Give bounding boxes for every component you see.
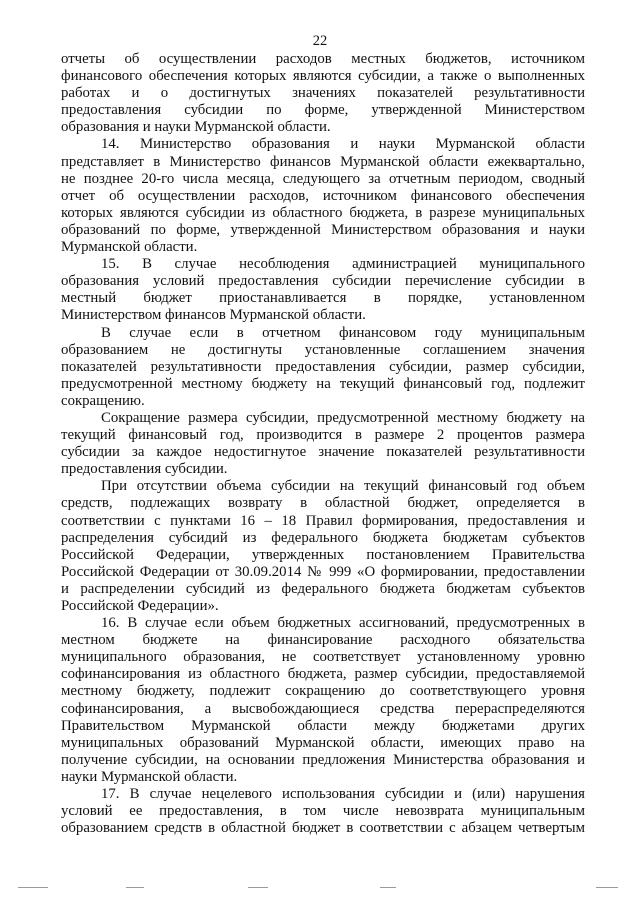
text-line: местному бюджету, подлежит сокращению до соответствующего уровня bbox=[61, 683, 585, 700]
text-line: местном бюджете на финансирование расходного обязательства bbox=[61, 632, 585, 649]
text-line: предоставления субсидии. bbox=[61, 461, 228, 478]
text-line: которых являются субсидии из областного бюджета, в разрезе муниципальных bbox=[61, 204, 585, 221]
scan-mark bbox=[18, 887, 48, 888]
text-line: Российской Федерации». bbox=[61, 598, 219, 614]
text-line: Правительством Мурманской области между бюджетами других bbox=[61, 717, 585, 734]
text-line: субсидии за каждое недостигнутое значение показателей результативности bbox=[61, 444, 585, 461]
text-line: При отсутствии объема субсидии на текущий финансовый год объем bbox=[101, 478, 585, 495]
text-line: муниципального образования, не соответствует установленному уровню bbox=[61, 649, 585, 666]
text-line: 15. В случае несоблюдения администрацией муниципального bbox=[101, 256, 585, 273]
text-line: средств, подлежащих возврату в областной бюджет, определяется в bbox=[61, 495, 585, 512]
scan-mark bbox=[380, 887, 396, 888]
text-line: 16. В случае если объем бюджетных ассигнований, предусмотренных в bbox=[101, 615, 585, 632]
footer-scan-marks bbox=[0, 887, 640, 891]
text-line: науки Мурманской области. bbox=[61, 768, 238, 785]
text-line: текущий финансовый год, производится в размере 2 процентов размера bbox=[61, 427, 585, 444]
text-line: отчет об осуществлении расходов, источником финансового обеспечения bbox=[61, 187, 585, 204]
text-line: Российской Федерации от 30.09.2014 № 999 «О формировании, предоставлении bbox=[61, 563, 585, 580]
text-line: показателей результативности предоставления субсидии, размер субсидии, bbox=[61, 358, 585, 375]
text-line: софинансирования, а высвобождающиеся средства перераспределяются bbox=[61, 700, 585, 717]
text-line: предусмотренной местному бюджету на текущий финансовый год, подлежит bbox=[61, 375, 585, 392]
text-line: соответствии с пунктами 16 – 18 Правил формирования, предоставления и bbox=[61, 512, 585, 529]
text-line: Сокращение размера субсидии, предусмотренной местному бюджету на bbox=[101, 409, 585, 426]
page-number: 22 bbox=[312, 33, 328, 49]
text-line: условий ее предоставления, в том числе невозврата муниципальным bbox=[61, 803, 585, 820]
text-line: и распределении субсидий из федерального бюджета бюджетам субъектов bbox=[61, 580, 585, 597]
text-line: отчеты об осуществлении расходов местных бюджетов, источником bbox=[61, 51, 585, 67]
text-line: местный бюджет приостанавливается в порядке, установленном bbox=[61, 290, 585, 307]
text-line: образованием не достигнуты установленные соглашением значения bbox=[61, 341, 585, 358]
text-line: В случае если в отчетном финансовом году муниципальным bbox=[101, 324, 585, 341]
text-line: не позднее 20-го числа месяца, следующего за отчетным периодом, сводный bbox=[61, 170, 585, 187]
text-line: образований по форме, утвержденной Министерством образования и науки bbox=[61, 221, 585, 238]
text-line: финансового обеспечения которых являются субсидии, а также о выполненных bbox=[61, 68, 585, 85]
text-line: Мурманской области. bbox=[61, 239, 198, 256]
document-body bbox=[61, 51, 585, 837]
text-line: получение субсидии, на основании предложения Министерства образования и bbox=[61, 751, 585, 768]
scan-mark bbox=[248, 887, 268, 888]
text-line: 14. Министерство образования и науки Мурманской области bbox=[101, 136, 585, 153]
text-line: сокращению. bbox=[61, 392, 145, 409]
text-line: работах и о достигнутых значениях показателей результативности bbox=[61, 85, 585, 102]
text-line: образования и науки Мурманской области. bbox=[61, 119, 331, 136]
text-line: Министерством финансов Мурманской области. bbox=[61, 307, 366, 324]
text-line: Российской Федерации, утвержденных постановлением Правительства bbox=[61, 546, 585, 563]
text-line: 17. В случае нецелевого использования субсидии и (или) нарушения bbox=[101, 786, 585, 803]
text-line: образования условий предоставления субсидии перечисление субсидии в bbox=[61, 273, 585, 290]
text-line: софинансирования из областного бюджета, размер субсидии, предоставляемой bbox=[61, 666, 585, 683]
scan-mark bbox=[596, 887, 618, 888]
text-line: предоставления субсидии по форме, утвержденной Министерством bbox=[61, 102, 585, 119]
text-line: представляет в Министерство финансов Мурманской области ежеквартально, bbox=[61, 153, 585, 170]
text-line: распределения субсидий из федерального бюджета бюджетам субъектов bbox=[61, 529, 585, 546]
text-line: образованием средств в областной бюджет в соответствии с абзацем четвертым bbox=[61, 820, 585, 837]
scan-mark bbox=[126, 887, 144, 888]
text-line: муниципальных образований Мурманской области, имеющих право на bbox=[61, 734, 585, 751]
